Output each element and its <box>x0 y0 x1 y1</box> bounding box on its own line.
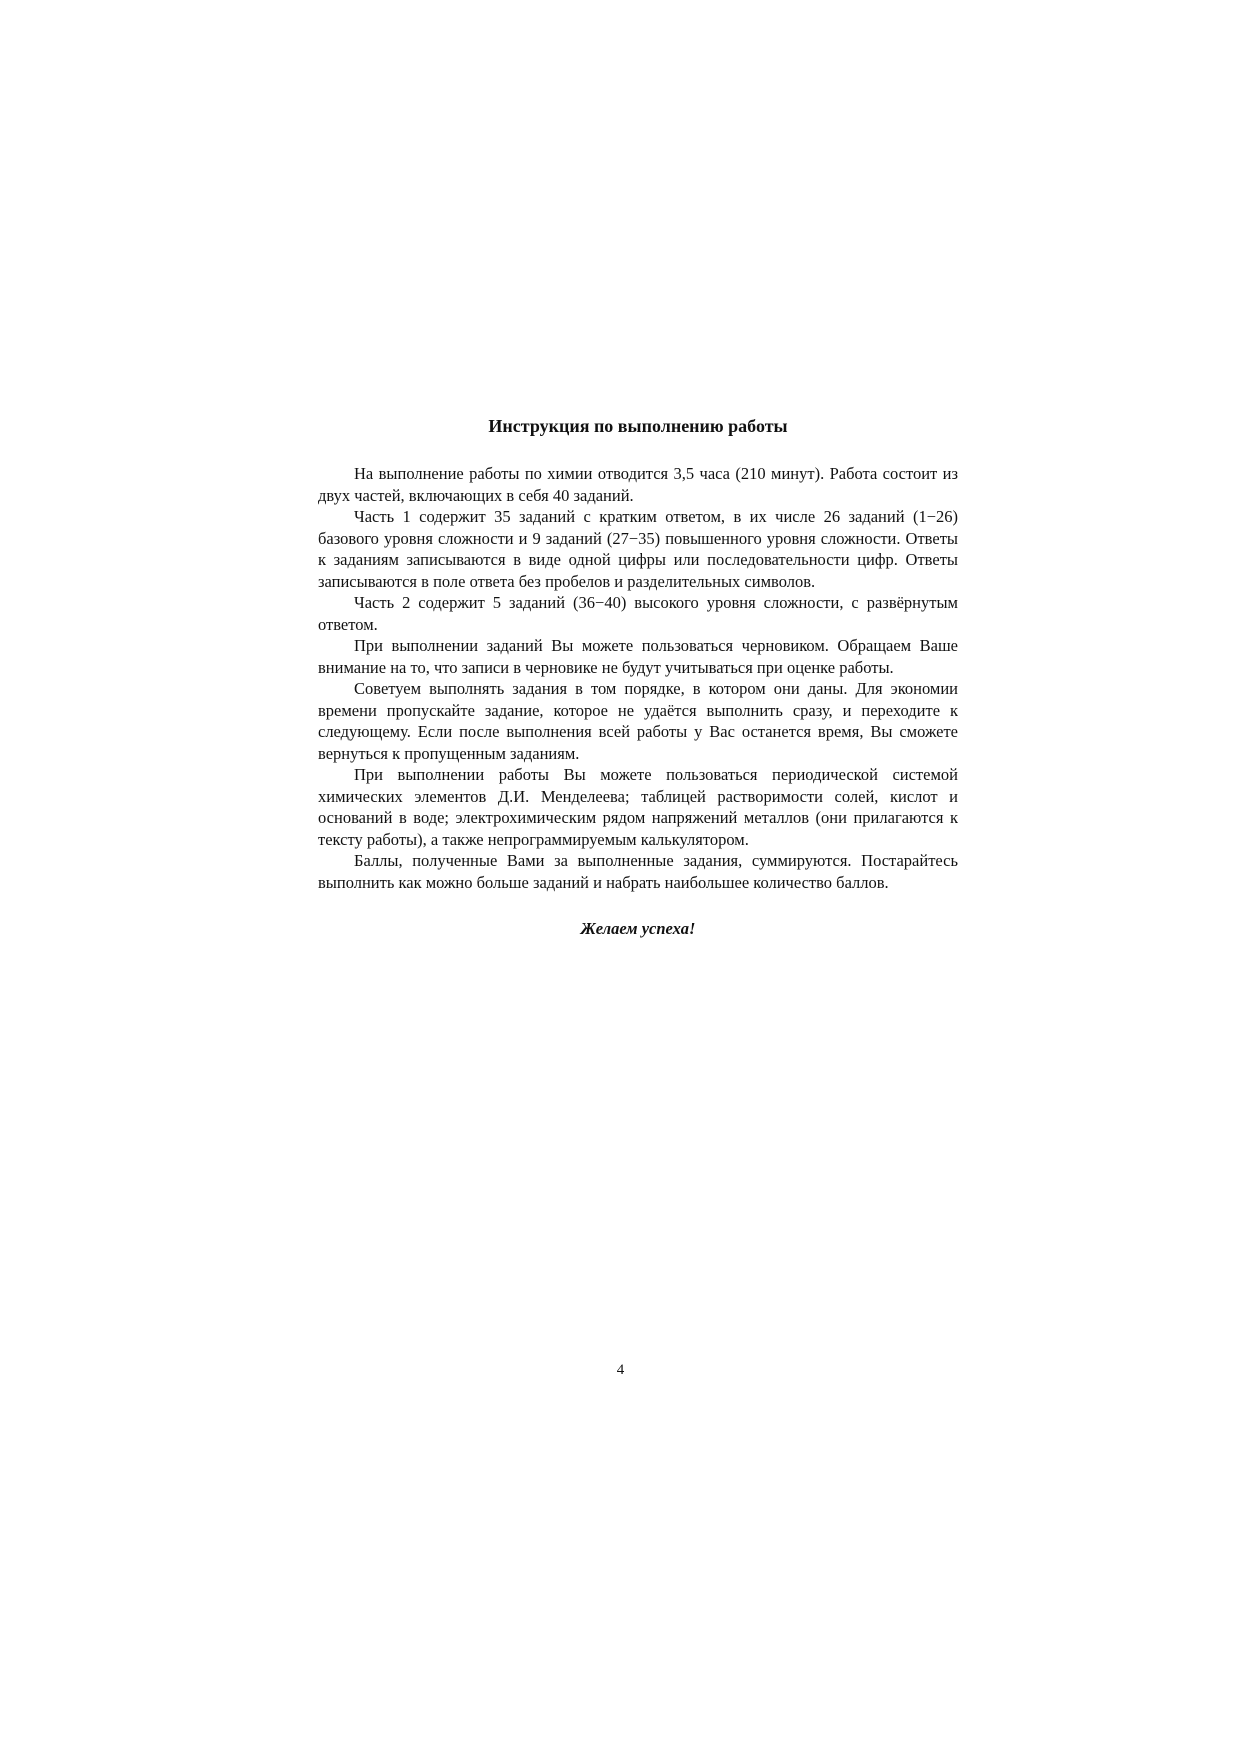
page-title: Инструкция по выполнению работы <box>488 416 788 436</box>
paragraph-scoring: Баллы, полученные Вами за выполненные задания, суммируются. Постарайтесь выполнить как можно больше заданий и набрать наибольшее количество баллов. <box>318 851 958 892</box>
instructions-section <box>318 414 958 940</box>
paragraph-allowed-materials: При выполнении работы Вы можете пользоваться периодической системой химических элементов Д.И. Менделеева; таблицей растворимости солей, кислот и оснований в воде; электрохимическим рядом напряжений металлов (они прилагаются к тексту работы), а также непрограммируемым калькулятором. <box>318 765 958 849</box>
paragraph-part-2: Часть 2 содержит 5 заданий (36−40) высокого уровня сложности, с развёрнутым ответом. <box>318 593 958 634</box>
closing-wish: Желаем успеха! <box>580 919 696 938</box>
paragraph-order-advice: Советуем выполнять задания в том порядке, в котором они даны. Для экономии времени пропускайте задание, которое не удаётся выполнить сразу, и переходите к следующему. Если после выполнения всей работы у Вас останется время, Вы сможете вернуться к пропущенным заданиям. <box>318 679 958 763</box>
paragraph-draft: При выполнении заданий Вы можете пользоваться черновиком. Обращаем Ваше внимание на то, что записи в черновике не будут учитываться при оценке работы. <box>318 636 958 677</box>
page-number: 4 <box>616 1362 625 1378</box>
paragraph-time: На выполнение работы по химии отводится 3,5 часа (210 минут). Работа состоит из двух частей, включающих в себя 40 заданий. <box>318 464 958 505</box>
paragraph-part-1: Часть 1 содержит 35 заданий с кратким ответом, в их числе 26 заданий (1−26) базового уровня сложности и 9 заданий (27−35) повышенного уровня сложности. Ответы к заданиям записываются в виде одной цифры или последовательности цифр. Ответы записываются в поле ответа без пробелов и разделительных символов. <box>318 507 958 591</box>
